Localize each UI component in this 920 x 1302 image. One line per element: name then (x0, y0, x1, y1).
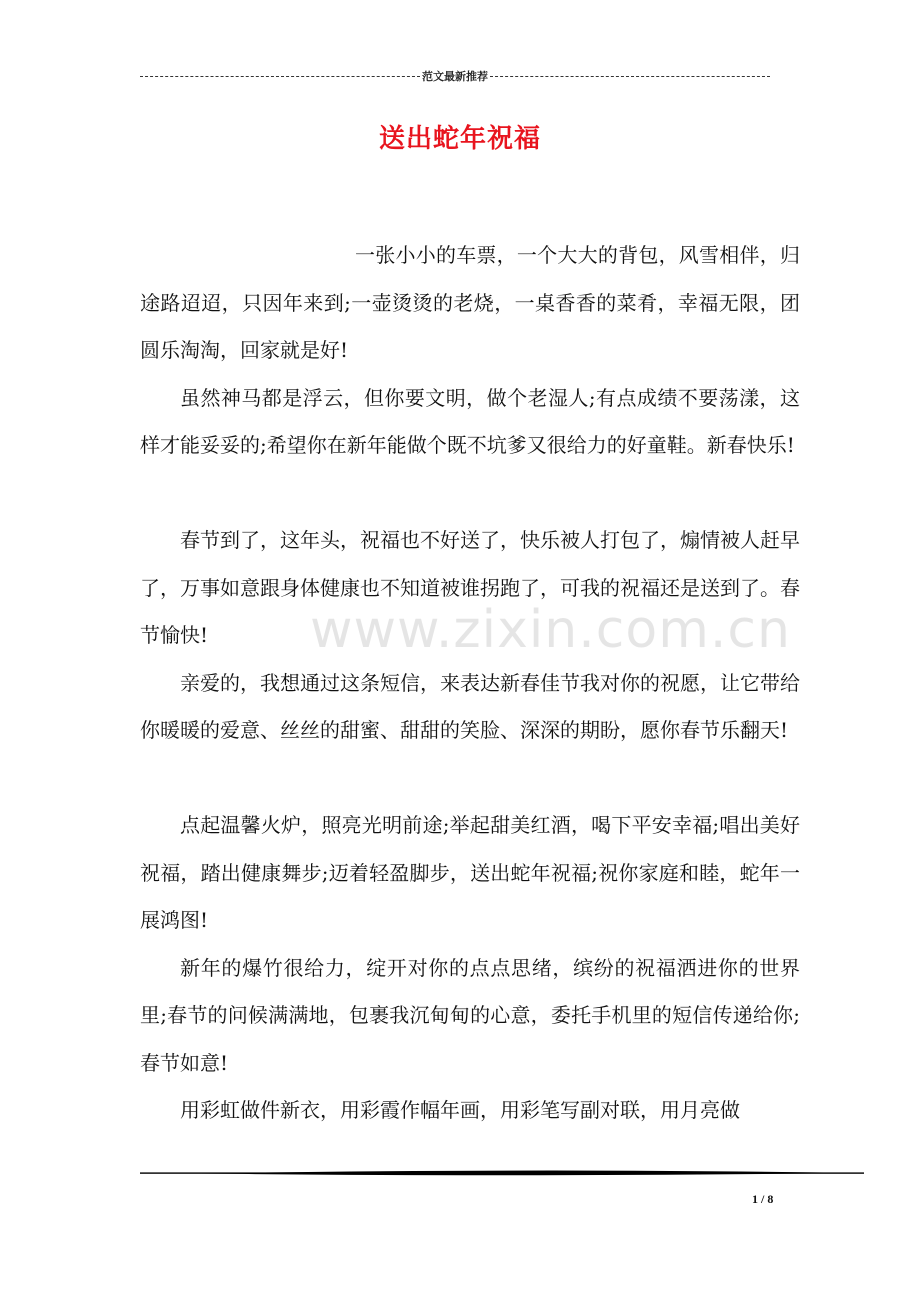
page-number: 1 / 8 (752, 1192, 774, 1206)
document-header (140, 66, 770, 86)
paragraph-7: 用彩虹做件新衣，用彩霞作幅年画，用彩笔写副对联，用月亮做 (180, 1098, 740, 1122)
header-label: 范文最新推荐 (422, 70, 488, 83)
paragraph-5: 点起温馨火炉，照亮光明前途;举起甜美红酒，喝下平安幸福;唱出美好祝福，踏出健康舞步;迈着轻盈脚步，送出蛇年祝福;祝你家庭和睦，蛇年一展鸿图! (140, 813, 800, 932)
header-right-dashes (490, 76, 770, 77)
paragraph-3: 春节到了，这年头，祝福也不好送了，快乐被人打包了，煽情被人赶早了，万事如意跟身体健康也不知道被谁拐跑了，可我的祝福还是送到了。春节愉快! (140, 528, 800, 647)
footer-divider (140, 1168, 864, 1178)
document-title: 送出蛇年祝福 (378, 124, 541, 154)
paragraph-4: 亲爱的，我想通过这条短信，来表达新春佳节我对你的祝愿，让它带给你暖暖的爱意、丝丝的甜蜜、甜甜的笑脸、深深的期盼，愿你春节乐翻天! (140, 670, 800, 742)
header-left-dashes (140, 76, 420, 77)
document-body (140, 232, 800, 1135)
watermark-text: www.zixin.com.cn (310, 600, 791, 660)
paragraph-1: 一张小小的车票，一个大大的背包，风雪相伴，归途路迢迢，只因年来到;一壶烫烫的老烧，一桌香香的菜肴，幸福无限，团圆乐淘淘，回家就是好! (140, 243, 800, 362)
paragraph-2: 虽然神马都是浮云，但你要文明，做个老湿人;有点成绩不要荡漾，这样才能妥妥的;希望你在新年能做个既不坑爹又很给力的好童鞋。新春快乐! (140, 385, 800, 457)
paragraph-6: 新年的爆竹很给力，绽开对你的点点思绪，缤纷的祝福洒进你的世界里;春节的问候满满地，包裹我沉甸甸的心意，委托手机里的短信传递给你;春节如意! (140, 955, 800, 1075)
